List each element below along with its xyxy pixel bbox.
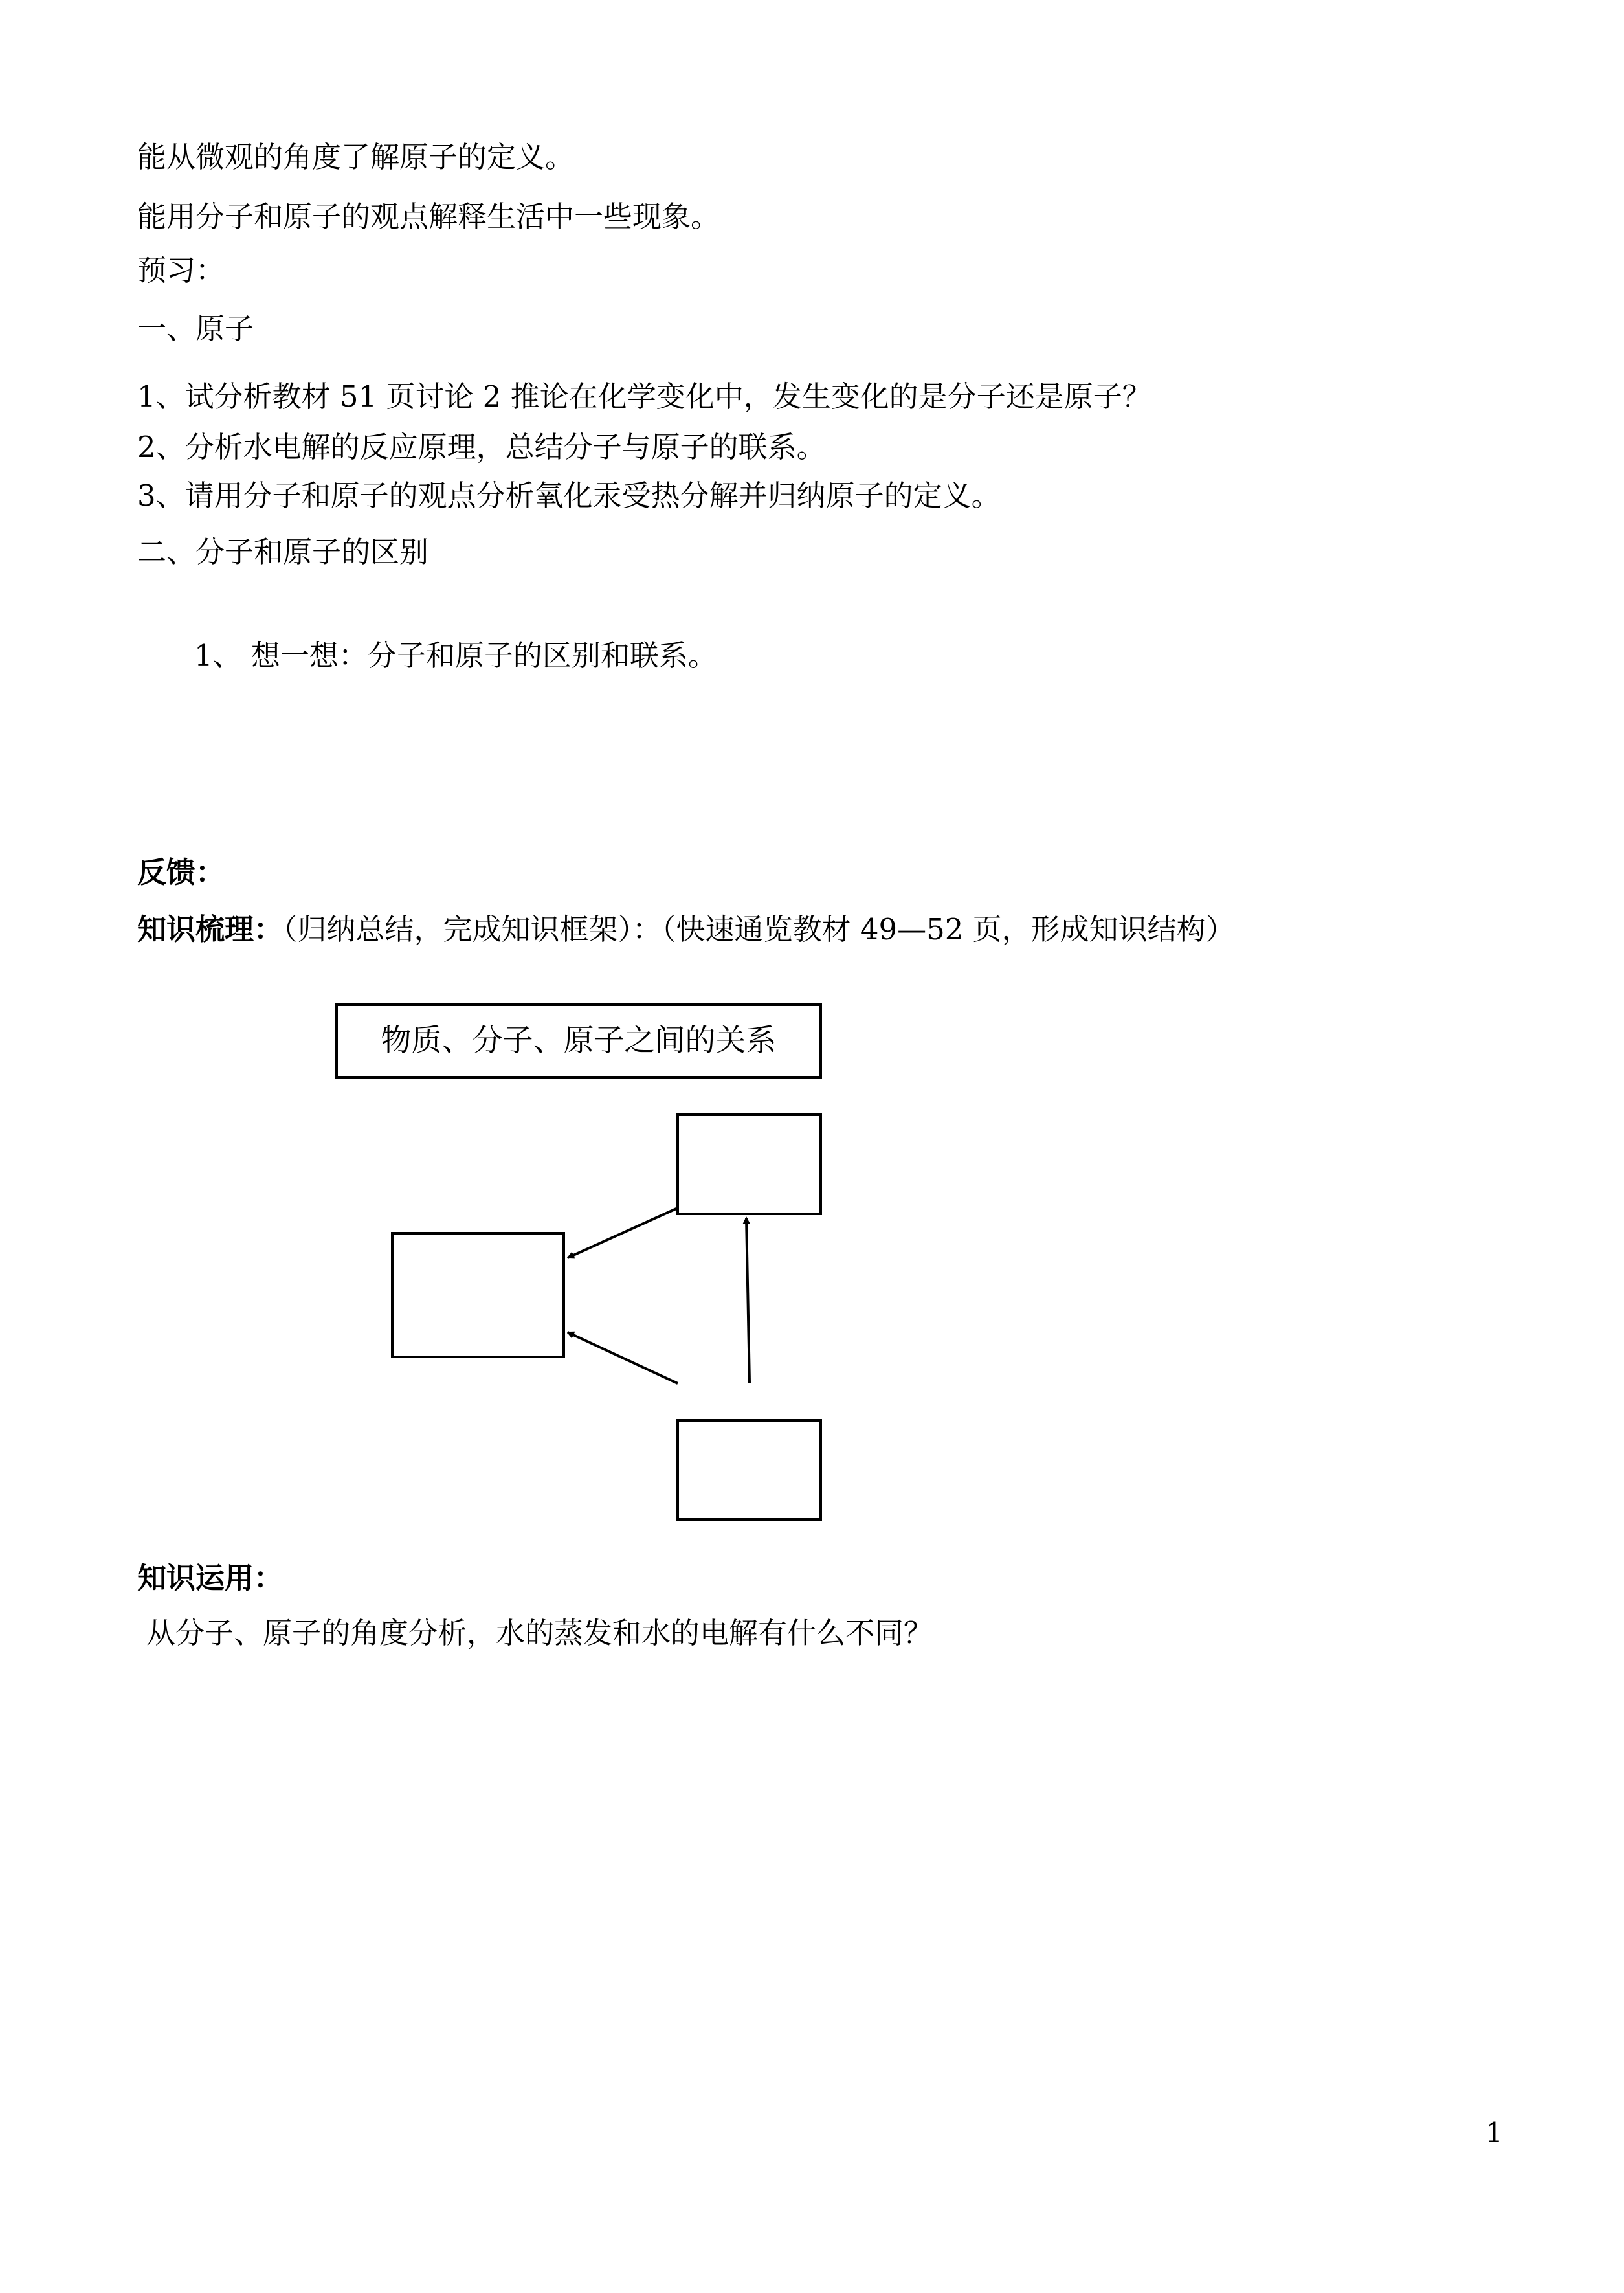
application-question: 从分子、原子的角度分析，水的蒸发和水的电解有什么不同？ [146,1616,933,1650]
knowledge-review-text: （归纳总结，完成知识框架）：（快速通览教材 49—52 页，形成知识结构） [283,912,1235,946]
arrow-bottom-to-left [568,1332,678,1383]
objective-1: 能从微观的角度了解原子的定义。 [137,140,575,174]
objective-2: 能用分子和原子的观点解释生活中一些现象。 [137,199,720,234]
section-one-item-2: 2、分析水电解的反应原理，总结分子与原子的联系。 [137,430,826,464]
arrow-bottom-to-top [746,1218,750,1383]
knowledge-review-label: 知识梳理： [137,912,284,946]
section-two-heading: 二、分子和原子的区别 [137,535,429,569]
arrow-top-to-left [568,1208,678,1258]
section-two-item: 1、 想一想：分子和原子的区别和联系。 [194,638,717,673]
preview-heading: 预习： [137,253,225,287]
diagram-title: 物质、分子、原子之间的关系 [381,1023,777,1058]
section-one-item-1: 1、试分析教材 51 页讨论 2 推论在化学变化中，发生变化的是分子还是原子？ [137,379,1151,414]
section-one-heading: 一、原子 [137,311,254,346]
top-right-box [678,1115,821,1214]
feedback-heading: 反馈： [137,855,225,889]
left-box [392,1233,564,1357]
bottom-right-box [678,1420,821,1519]
section-one-item-3: 3、请用分子和原子的观点分析氧化汞受热分解并归纳原子的定义。 [137,478,1001,513]
page-number: 1 [1485,2117,1503,2149]
application-heading: 知识运用： [137,1561,284,1595]
